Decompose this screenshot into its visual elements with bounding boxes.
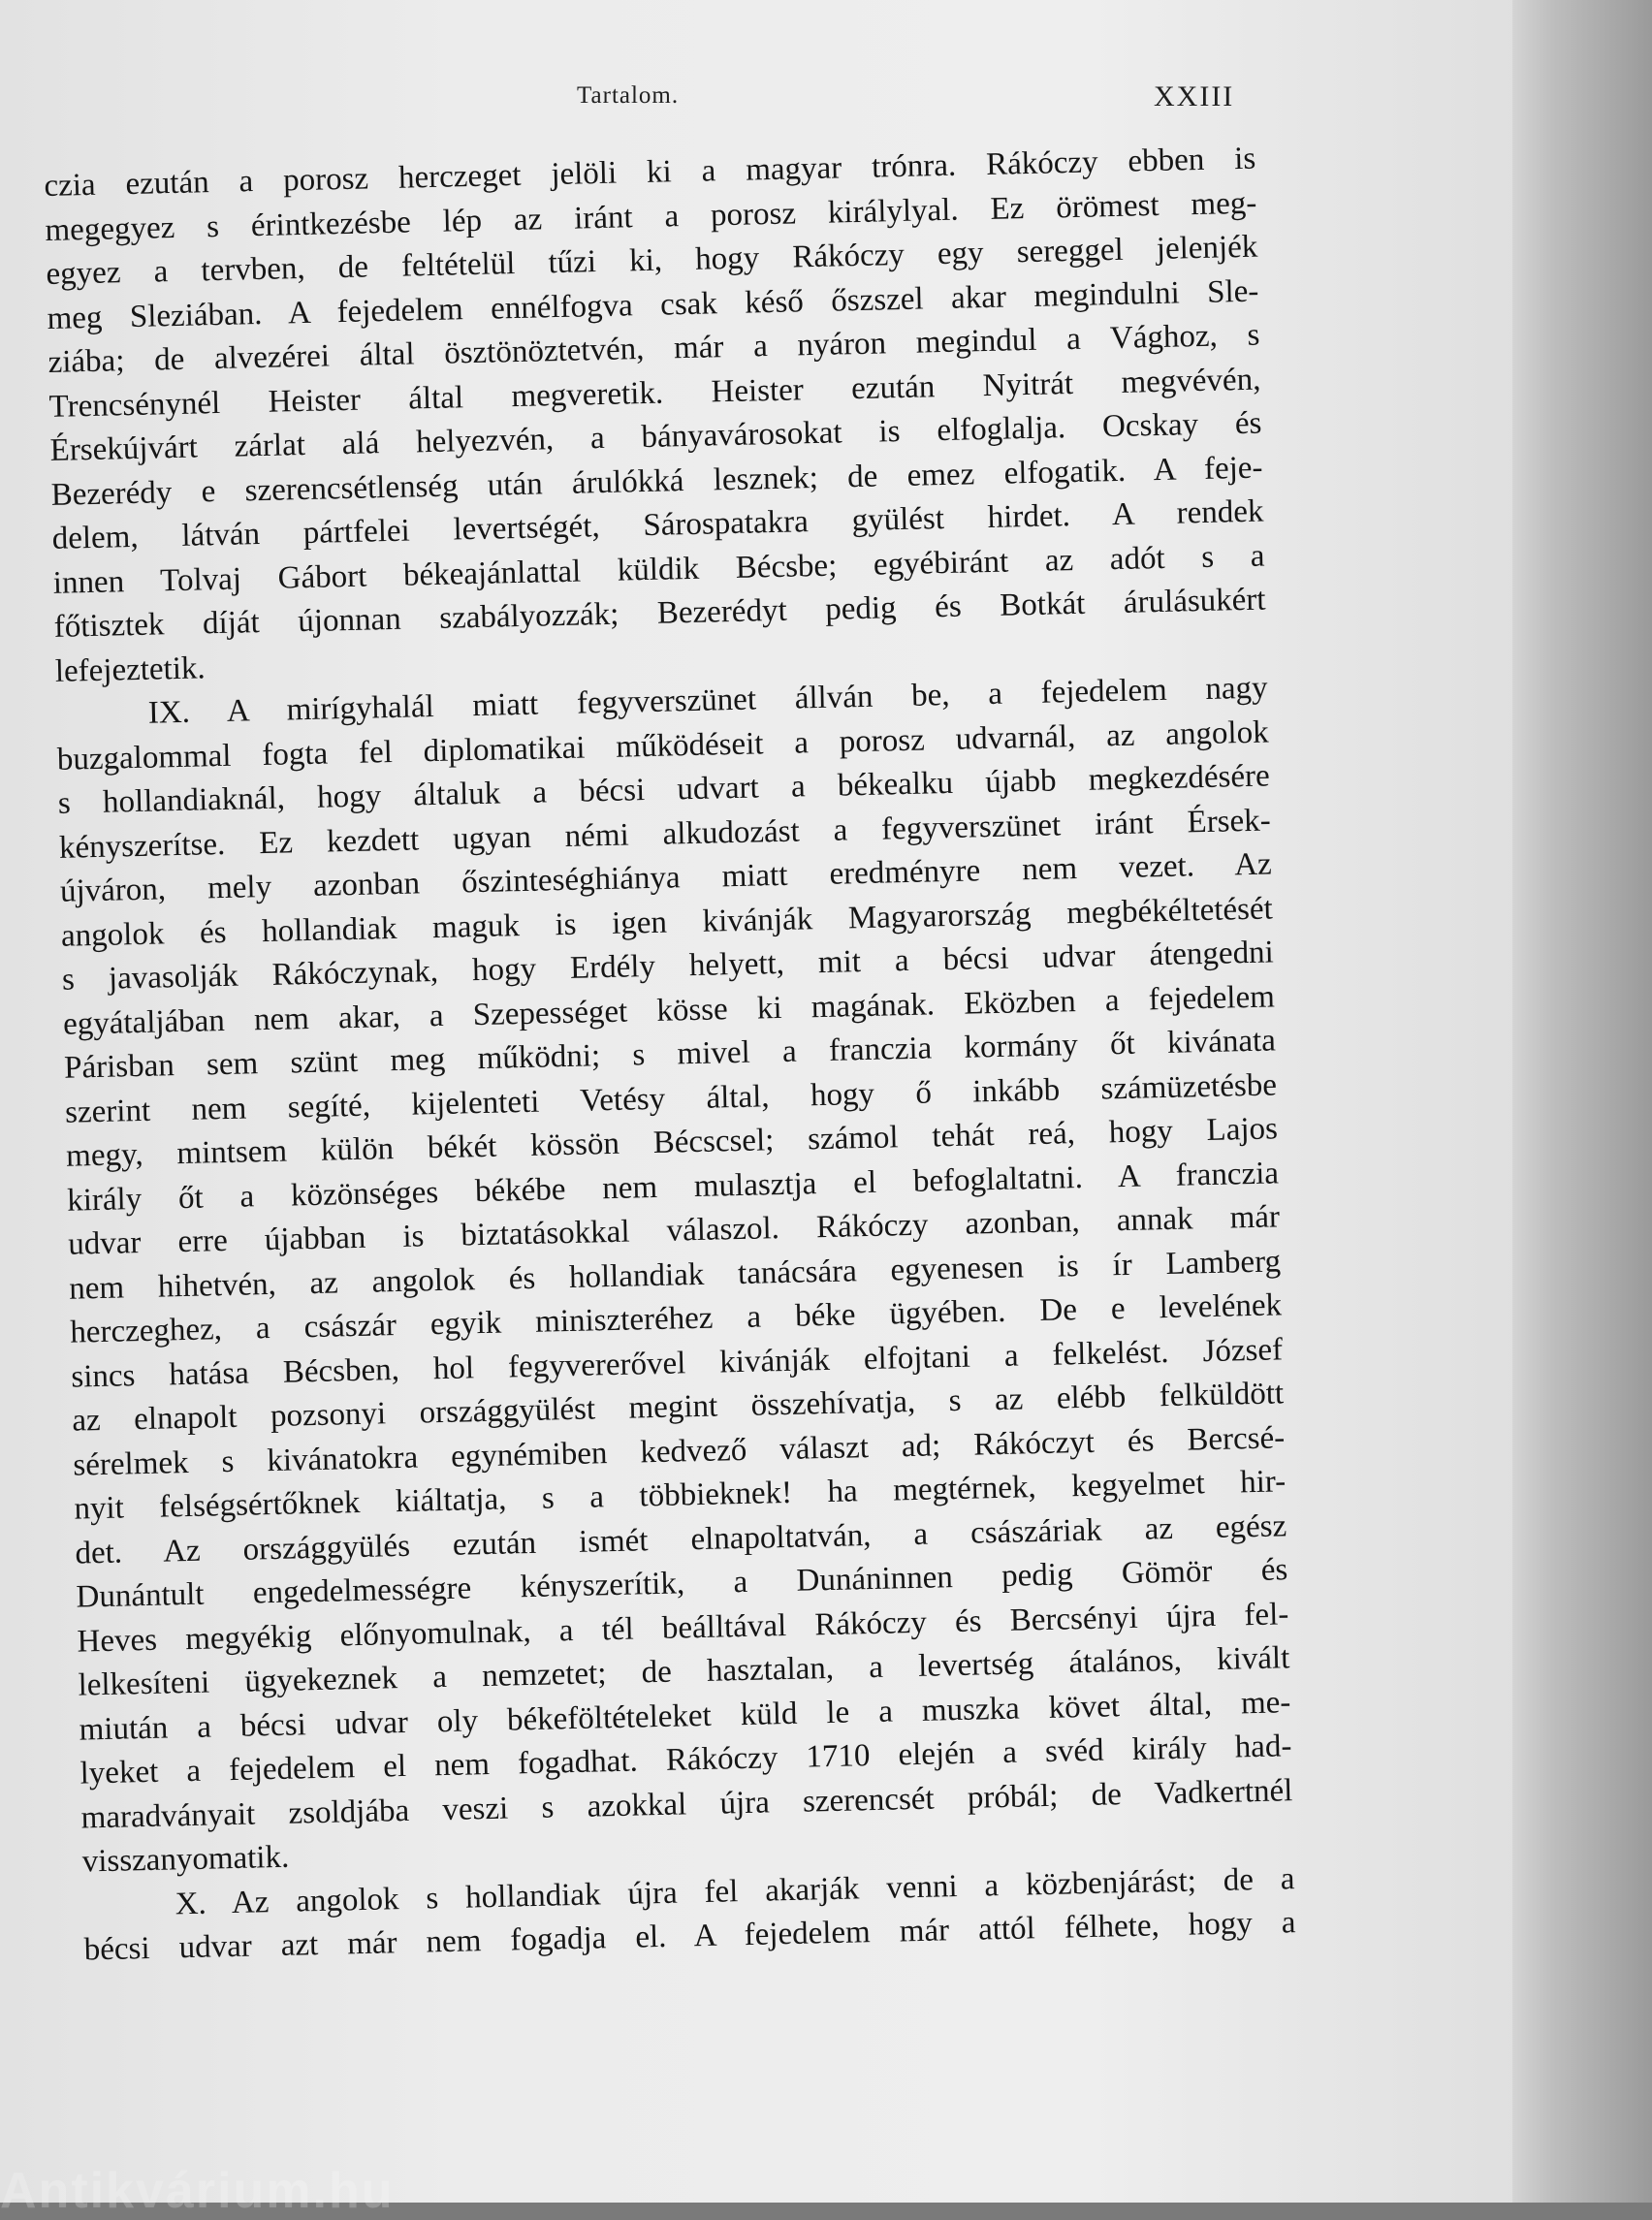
text-line: visszanyomatik. bbox=[81, 1839, 290, 1880]
text-line: nyit felségsértőknek kiáltatja, s a többieknek! ha megtérnek, kegyelmet hir- bbox=[74, 1464, 1287, 1527]
text-line: kényszerítse. Ez kezdett ugyan némi alkudozást a fegyverszünet iránt Érsek- bbox=[58, 802, 1272, 866]
text-line: Trencsénynél Heister által megveretik. Heister ezután Nyitrát megvévén, bbox=[48, 362, 1261, 425]
text-line: herczeghez, a császár egyik miniszteréhez a béke ügyében. De e levelének bbox=[69, 1287, 1283, 1350]
section-heading-line: X. Az angolok s hollandiak újra fel akarják venni a közbenjárást; de a bbox=[175, 1860, 1295, 1921]
text-line: Érsekújvárt zárlat alá helyezvén, a bányavárosokat is elfoglalja. Ocskay és bbox=[49, 405, 1262, 468]
page-number: XXIII bbox=[1154, 80, 1235, 112]
text-line: s hollandiaknál, hogy általuk a bécsi udvart a békealku újabb megkezdésére bbox=[57, 758, 1271, 821]
text-line: lelkesíteni ügyekeznek a nemzetet; de hasztalan, a levertség átalános, kivált bbox=[78, 1640, 1290, 1703]
text-line: Bezerédy e szerencsétlenség után árulókká lesznek; de emez elfogatik. A feje- bbox=[50, 450, 1263, 513]
text-line: sérelmek s kivánatokra egynémiben kedvező választ ad; Rákóczyt és Bercsé- bbox=[73, 1419, 1286, 1483]
text-line: egyez a tervben, de feltételül tűzi ki, hogy Rákóczy egy sereggel jelenjék bbox=[46, 229, 1258, 292]
text-line: megegyez s érintkezésbe lép az iránt a porosz királylyal. Ez örömest meg- bbox=[45, 185, 1257, 248]
text-line: főtisztek díját újonnan szabályozzák; Bezerédyt pedig és Botkát árulásukért bbox=[53, 582, 1266, 645]
body-text bbox=[44, 138, 1296, 1973]
text-line: bécsi udvar azt már nem fogadja el. A fejedelem már attól félhete, hogy a bbox=[83, 1905, 1296, 1968]
text-line: s javasolják Rákóczynak, hogy Erdély helyett, mit a bécsi udvar átengedni bbox=[61, 935, 1275, 998]
text-line: Dunántult engedelmességre kényszerítik, a Dunáninnen pedig Gömör és bbox=[76, 1552, 1288, 1615]
text-line: sincs hatása Bécsben, hol fegyvererővel kivánják elfojtani a felkelést. József bbox=[70, 1331, 1284, 1395]
text-line: lyeket a fejedelem el nem fogadhat. Rákóczy 1710 elején a svéd király had- bbox=[79, 1728, 1292, 1792]
text-line: Párisban sem szünt meg működni; s mivel a franczia kormány őt kivánata bbox=[63, 1023, 1277, 1086]
section-heading-line: IX. A mirígyhalál miatt fegyverszünet állván be, a fejedelem nagy bbox=[147, 670, 1268, 731]
page-shadow-edge bbox=[1512, 0, 1652, 2203]
text-line: lefejeztetik. bbox=[54, 650, 206, 689]
text-line: az elnapolt pozsonyi országgyülést megint összehívatja, s az elébb felküldött bbox=[71, 1376, 1285, 1439]
text-line: Heves megyékig előnyomulnak, a tél beálltával Rákóczy és Bercsényi újra fel- bbox=[77, 1596, 1289, 1660]
text-line: egyátaljában nem akar, a Szepességet kösse ki magának. Eközben a fejedelem bbox=[62, 978, 1276, 1042]
text-line: buzgalommal fogta fel diplomatikai működéseit a porosz udvarnál, az angolok bbox=[56, 714, 1270, 777]
text-line: miután a bécsi udvar oly békeföltételeket küld le a muszka követ által, me- bbox=[79, 1684, 1291, 1748]
running-head-title: Tartalom. bbox=[577, 82, 680, 109]
text-line: nem hihetvén, az angolok és hollandiak tanácsára egyenesen is ír Lamberg bbox=[68, 1243, 1282, 1307]
text-line: meg Sleziában. A fejedelem ennélfogva csak késő őszszel akar megindulni Sle- bbox=[47, 273, 1259, 336]
running-head bbox=[0, 82, 1652, 121]
text-line: szerint nem segíté, kijelenteti Vetésy által, hogy ő inkább számüzetésbe bbox=[64, 1066, 1278, 1130]
text-line: újváron, mely azonban őszinteséghiánya miatt eredményre nem vezet. Az bbox=[59, 846, 1273, 909]
text-line: udvar erre újabban is biztatásokkal válaszol. Rákóczy azonban, annak már bbox=[67, 1199, 1281, 1262]
text-line: megy, mintsem külön békét kössön Bécscsel; számol tehát reá, hogy Lajos bbox=[65, 1111, 1279, 1174]
text-line: király őt a közönséges békébe nem mulasztja el befoglaltatni. A franczia bbox=[66, 1155, 1280, 1219]
text-line: innen Tolvaj Gábort békeajánlattal küldik Bécsbe; egyébiránt az adót s a bbox=[52, 538, 1265, 601]
watermark: Antikvárium.hu bbox=[0, 2163, 395, 2219]
text-line: maradványait zsoldjába veszi s azokkal újra szerencsét próbál; de Vadkertnél bbox=[80, 1772, 1293, 1836]
text-line: czia ezután a porosz herczeget jelöli ki a magyar trónra. Rákóczy ebben is bbox=[44, 141, 1256, 204]
text-line: delem, látván pártfelei levertségét, Sárospatakra gyülést hirdet. A rendek bbox=[51, 493, 1264, 556]
text-line: det. Az országgyülés ezután ismét elnapoltatván, a császáriak az egész bbox=[75, 1507, 1287, 1571]
text-line: ziába; de alvezérei által ösztönöztetvén, már a nyáron megindul a Vághoz, s bbox=[48, 317, 1260, 380]
text-line: angolok és hollandiak maguk is igen kivánják Magyarország megbékéltetését bbox=[60, 890, 1274, 954]
